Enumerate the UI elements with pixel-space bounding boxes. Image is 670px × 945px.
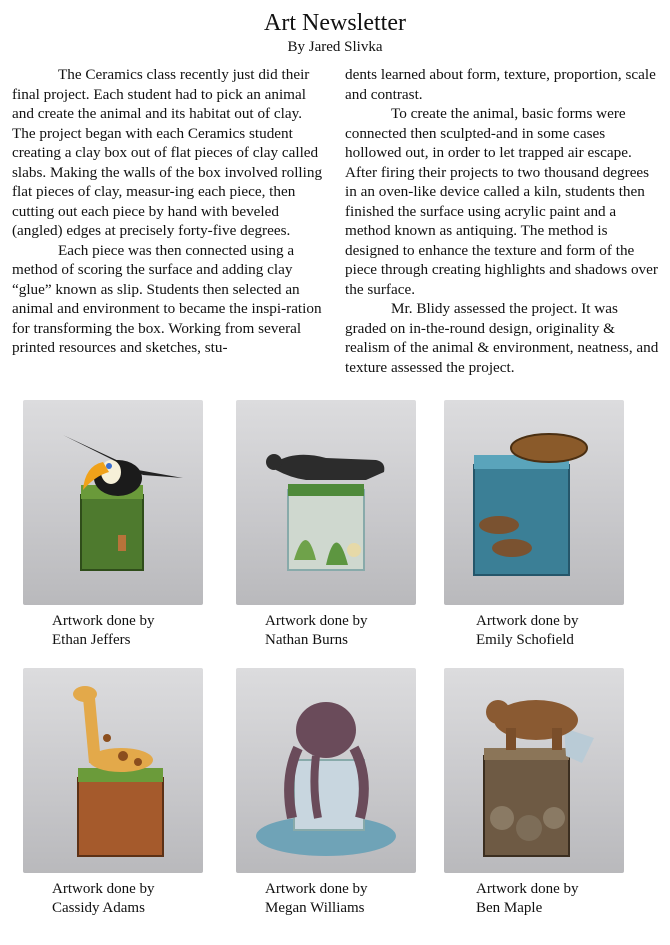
article-paragraph: To create the animal, basic forms were connected then sculpted-and in some cases hollowed out, in order to let trapped air escape. After firing their projects to two thousand degrees in an oven-like device called a kiln, students then finished the surface using acrylic paint and a method known as antiquing. The method is designed to enhance the texture and form of the piece through creating highlights and shadows over the surface. [345,105,658,298]
artwork-photo-giraffe [23,668,203,873]
giraffe-icon [23,668,203,873]
article-paragraph: dents learned about form, texture, proportion, scale and contrast. [345,66,656,103]
caption-label: Artwork done by [476,613,579,629]
caption-label: Artwork done by [476,881,579,897]
article-paragraph: Mr. Blidy assessed the project. It was graded on in-the-round design, originality & realism of the animal & environment, neatness, and texture assessed the project. [345,300,659,376]
artwork-photo-bear [444,668,624,873]
article-paragraph: Each piece was then connected using a method of scoring the surface and adding clay “glue” known as slip. Students then selected an animal and environment to became the inspi-ration for transforming the box. Working from several printed resources and sketches, stu- [12,241,322,356]
artwork-caption [476,612,656,650]
artist-name: Cassidy Adams [52,900,145,916]
caption-label: Artwork done by [265,881,368,897]
sea-turtle-icon [444,400,624,605]
article-column-right [345,65,663,377]
artist-name: Ben Maple [476,900,543,916]
artwork-caption [52,880,232,918]
artist-name: Ethan Jeffers [52,632,131,648]
artist-name: Megan Williams [265,900,365,916]
octopus-icon [236,668,416,873]
artwork-photo-octopus [236,668,416,873]
artwork-photo-panther [236,400,416,605]
artist-name: Nathan Burns [265,632,348,648]
newsletter-title: Art Newsletter [264,10,406,36]
artwork-photo-sea-turtle [444,400,624,605]
caption-label: Artwork done by [52,881,155,897]
panther-icon [236,400,416,605]
article-column-left [12,65,327,358]
article-paragraph: The Ceramics class recently just did their final project. Each student had to pick an animal and create the animal and its habitat out of clay. The project began with each Ceramics student creating a clay box out of flat pieces of clay called slabs. Making the walls of the box involved rolling flat pieces of clay, measur-ing each piece, then cutting out each piece by hand with beveled (angled) edges at precisely forty-five degrees. [12,66,323,239]
caption-label: Artwork done by [265,613,368,629]
artist-name: Emily Schofield [476,632,574,648]
author-byline: By Jared Slivka [287,39,383,55]
artwork-caption [476,880,656,918]
bear-icon [444,668,624,873]
toucan-icon [23,400,203,605]
artwork-caption [265,612,445,650]
artwork-caption [265,880,445,918]
artwork-caption [52,612,232,650]
caption-label: Artwork done by [52,613,155,629]
artwork-photo-toucan [23,400,203,605]
